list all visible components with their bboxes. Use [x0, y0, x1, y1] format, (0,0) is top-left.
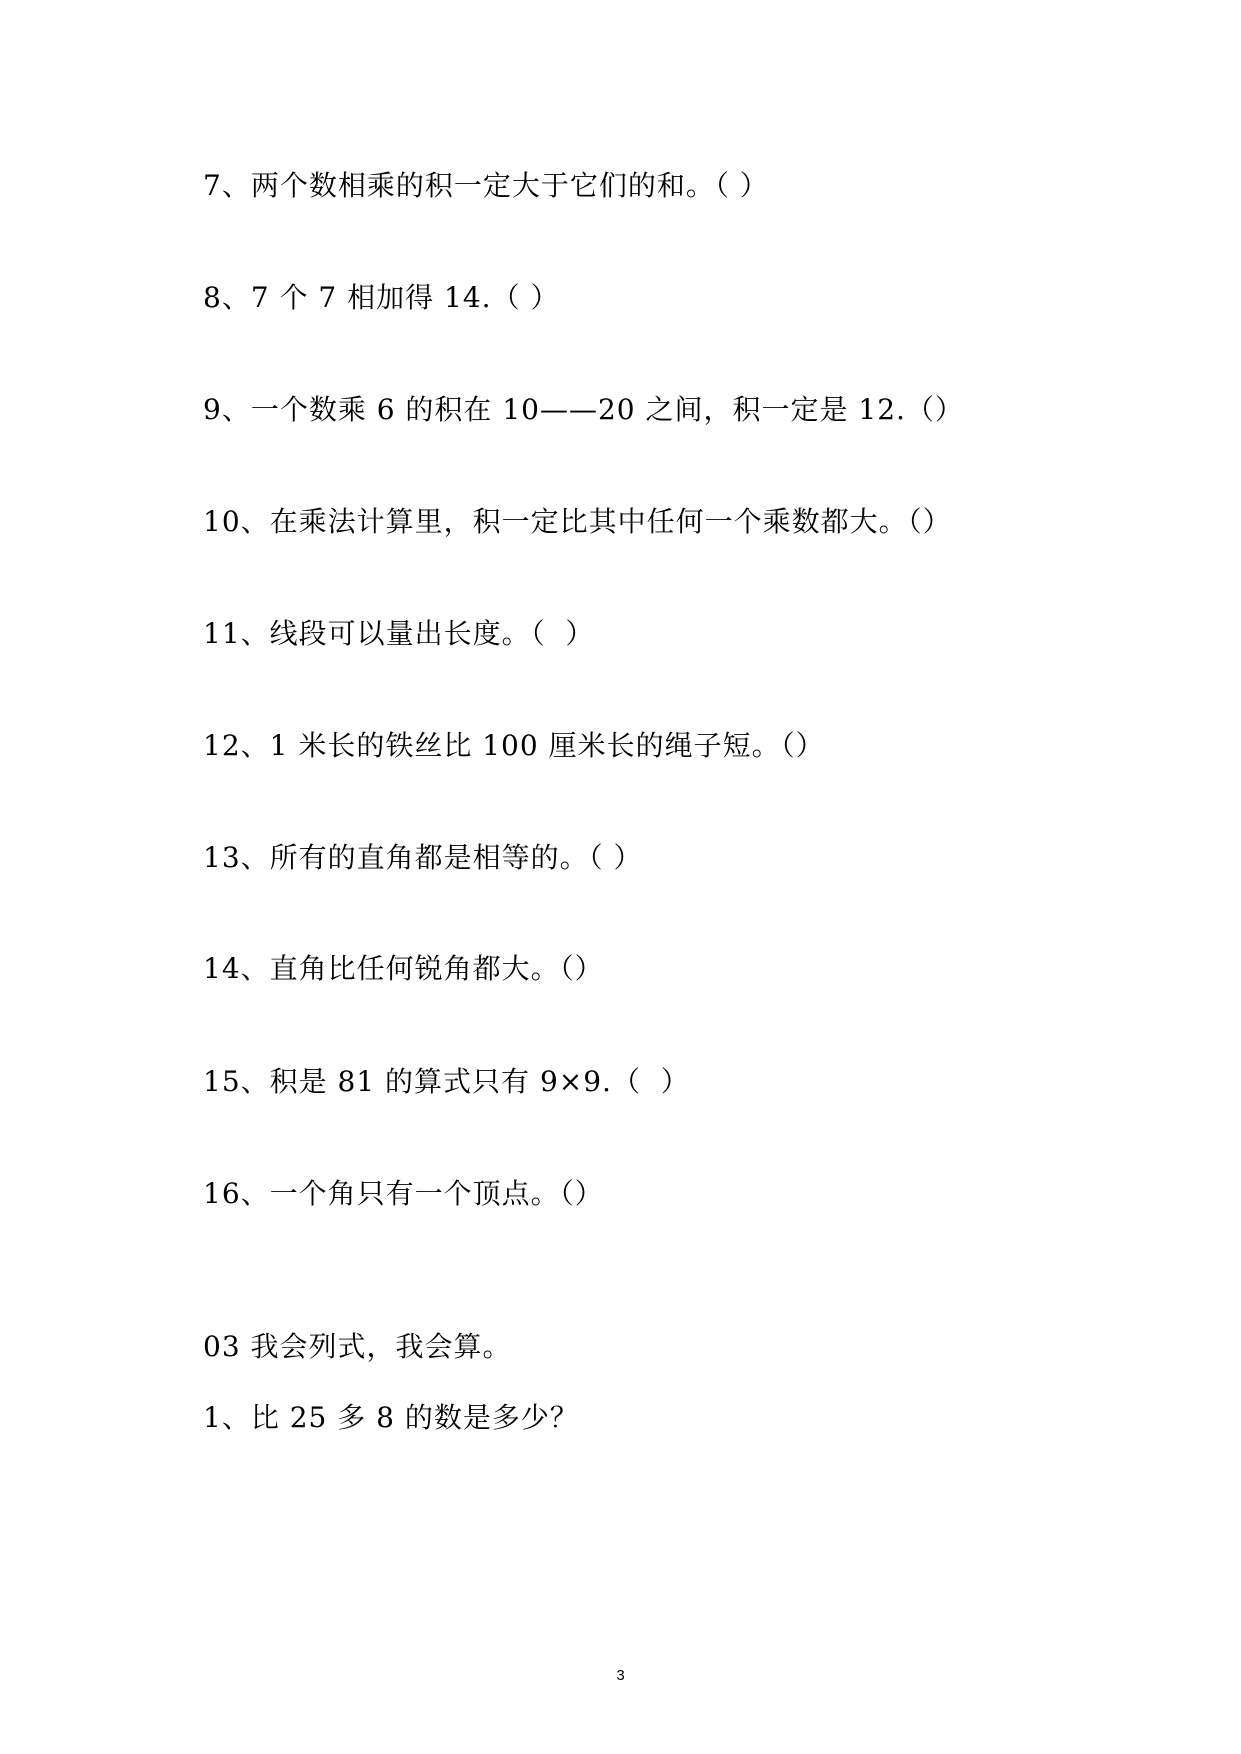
section-3-problem-1: 1、比 25 多 8 的数是多少？	[203, 1401, 579, 1434]
question-15: 15、积是 81 的算式只有 9×9.（ ）	[203, 1065, 690, 1098]
question-13: 13、所有的直角都是相等的。（ ）	[203, 841, 643, 874]
question-14: 14、直角比任何锐角都大。（）	[203, 952, 604, 985]
question-10: 10、在乘法计算里，积一定比其中任何一个乘数都大。（）	[203, 505, 952, 538]
question-12: 12、1 米长的铁丝比 100 厘米长的绳子短。（）	[203, 729, 825, 762]
page-number: 3	[616, 1667, 625, 1684]
question-8: 8、7 个 7 相加得 14.（ ）	[203, 281, 560, 314]
question-11: 11、线段可以量出长度。（ ）	[203, 617, 595, 650]
question-7: 7、两个数相乘的积一定大于它们的和。（ ）	[203, 169, 769, 202]
section-3-heading: 03 我会列式，我会算。	[203, 1330, 512, 1363]
question-16: 16、一个角只有一个顶点。（）	[203, 1177, 604, 1210]
question-9: 9、一个数乘 6 的积在 10——20 之间，积一定是 12.（）	[203, 393, 964, 426]
